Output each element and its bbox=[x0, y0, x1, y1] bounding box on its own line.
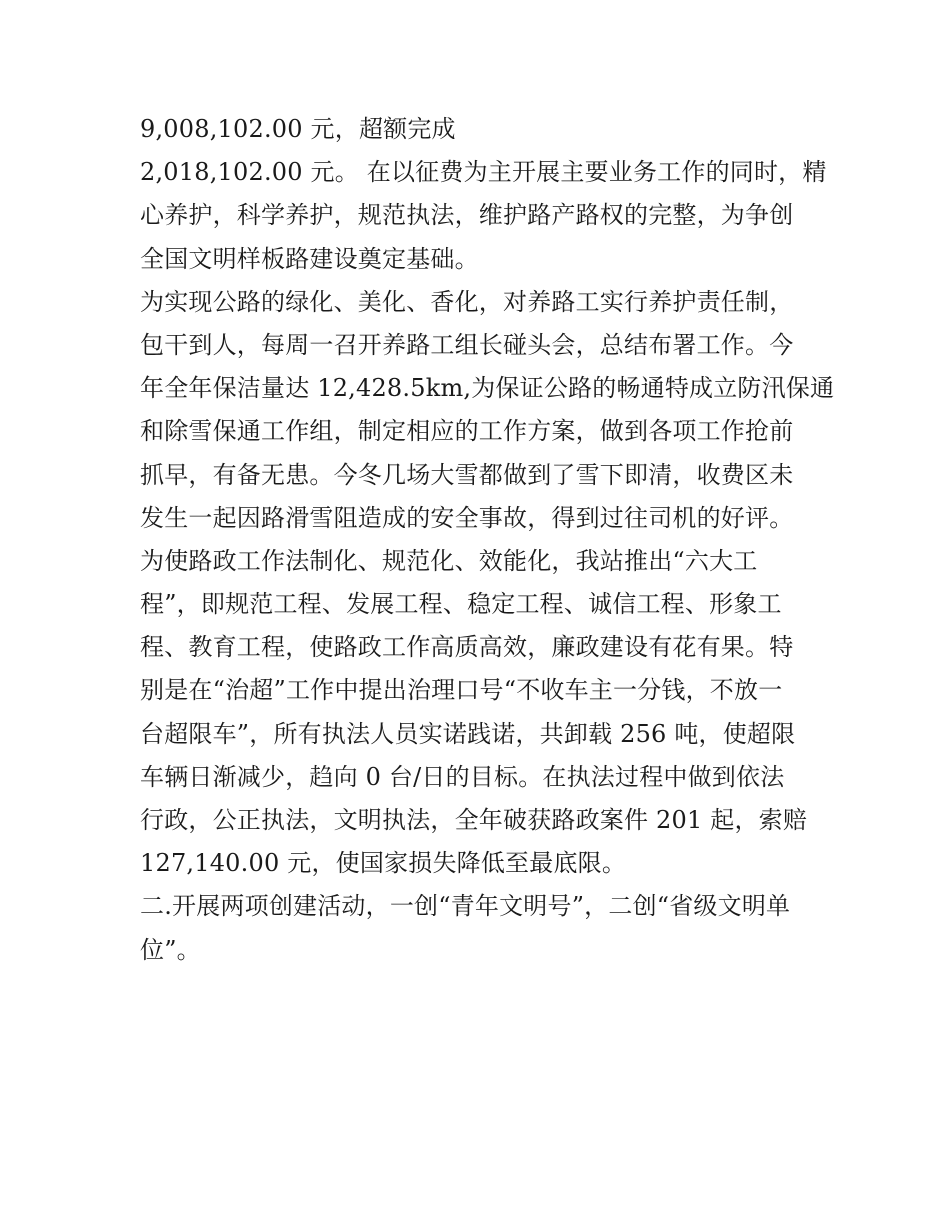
text-line: 程、教育工程，使路政工作高质高效，廉政建设有花有果。特 bbox=[140, 633, 794, 662]
text-line: 程”，即规范工程、发展工程、稳定工程、诚信工程、形象工 bbox=[140, 590, 782, 619]
text-line: 包干到人，每周一召开养路工组长碰头会，总结布署工作。今 bbox=[140, 330, 794, 359]
text-line: 别是在“治超”工作中提出治理口号“不收车主一分钱，不放一 bbox=[140, 676, 783, 705]
text-line: 9,008,102.00 元，超额完成 bbox=[140, 115, 456, 143]
text-line: 为使路政工作法制化、规范化、效能化，我站推出“六大工 bbox=[140, 546, 758, 575]
text-line: 二.开展两项创建活动，一创“青年文明号”，二创“省级文明单 bbox=[140, 892, 791, 921]
document-body bbox=[140, 108, 835, 972]
text-line: 2,018,102.00 元。 在以征费为主开展主要业务工作的同时，精 bbox=[140, 158, 827, 187]
text-line: 心养护，科学养护，规范执法，维护路产路权的完整，为争创 bbox=[140, 201, 794, 230]
text-line: 车辆日渐减少，趋向 0 台/日的目标。在执法过程中做到依法 bbox=[140, 762, 785, 791]
text-line: 全国文明样板路建设奠定基础。 bbox=[140, 244, 479, 273]
text-line: 发生一起因路滑雪阻造成的安全事故，得到过往司机的好评。 bbox=[140, 503, 794, 532]
text-line: 年全年保洁量达 12,428.5km,为保证公路的畅通特成立防汛保通 bbox=[140, 374, 835, 403]
text-line: 台超限车”，所有执法人员实诺践诺，共卸载 256 吨，使超限 bbox=[140, 719, 796, 748]
text-line: 127,140.00 元，使国家损失降低至最底限。 bbox=[140, 849, 627, 878]
text-line: 抓早，有备无患。今冬几场大雪都做到了雪下即清，收费区未 bbox=[140, 460, 794, 489]
text-line: 和除雪保通工作组，制定相应的工作方案，做到各项工作抢前 bbox=[140, 417, 794, 446]
text-line: 为实现公路的绿化、美化、香化，对养路工实行养护责任制， bbox=[140, 287, 794, 316]
text-line: 位”。 bbox=[140, 935, 201, 964]
text-line: 行政，公正执法，文明执法，全年破获路政案件 201 起，索赔 bbox=[140, 806, 808, 834]
